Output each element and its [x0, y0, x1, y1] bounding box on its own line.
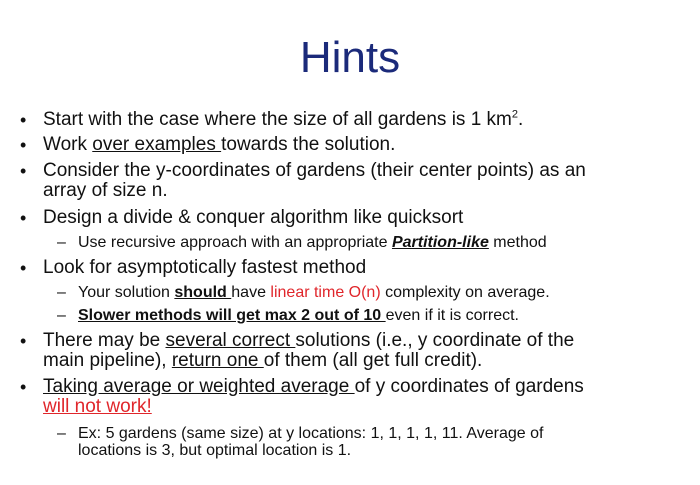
bullet-marker: •: [20, 258, 27, 278]
text-segment: Work: [43, 134, 93, 155]
emphasized-segment: should: [174, 284, 232, 301]
bullet-marker: •: [20, 135, 27, 155]
text-line: Ex: 5 gardens (same size) at y locations: 1, 1, 1, 1, 11. Average of: [78, 425, 544, 442]
text-segment: solutions (i.e., y coordinate of the: [295, 330, 575, 351]
text-segment: main pipeline),: [43, 350, 172, 371]
sub-bullet-recursive-approach: [78, 234, 678, 251]
bullet-design-divide-conquer: Design a divide & conquer algorithm like quicksort: [43, 207, 464, 228]
underlined-segment: over examples: [92, 134, 222, 155]
bullet-consider-y-coordinates: [43, 161, 683, 201]
text-segment: Your solution: [78, 284, 175, 301]
bullet-marker: •: [20, 208, 27, 228]
text-line: [43, 377, 683, 397]
text-segment: even if it is correct.: [385, 307, 519, 324]
text-segment: have: [231, 284, 271, 301]
sub-bullet-marker: –: [57, 284, 66, 301]
sub-bullet-slower-methods: [78, 307, 678, 324]
bullet-marker: •: [20, 377, 27, 397]
text-line: locations is 3, but optimal location is 1.: [78, 442, 352, 459]
underlined-segment: Taking average or weighted average: [43, 376, 355, 397]
bullet-taking-average: [43, 377, 683, 417]
text-segment: towards the solution.: [221, 134, 396, 155]
text-segment: There may be: [43, 330, 166, 351]
text-segment: method: [488, 234, 547, 251]
superscript-2: 2: [511, 108, 519, 121]
sub-bullet-marker: –: [57, 234, 66, 251]
text-line: [43, 397, 683, 417]
text-line: Consider the y-coordinates of gardens (their center points) as an: [43, 160, 586, 181]
slide-title: Hints: [299, 33, 401, 82]
sub-bullet-example: [78, 425, 678, 459]
bullet-text: Start with the case where the size of all gardens is 1 km: [43, 109, 512, 130]
bullet-tail: .: [518, 109, 524, 130]
bullet-marker: •: [20, 110, 27, 130]
text-line: [43, 331, 683, 351]
bullet-start-with-case: [43, 110, 683, 130]
bullet-several-correct: [43, 331, 683, 371]
bullet-marker: •: [20, 161, 27, 181]
text-segment: complexity on average.: [380, 284, 550, 301]
red-highlight: will not work!: [43, 396, 152, 417]
emphasized-segment: Slower methods will get max 2 out of 10: [78, 307, 386, 324]
text-segment: Use recursive approach with an appropriate: [78, 234, 392, 251]
text-segment: of y coordinates of gardens: [354, 376, 584, 397]
text-line: [43, 351, 683, 371]
sub-bullet-marker: –: [57, 425, 66, 442]
text-line: array of size n.: [43, 180, 168, 201]
emphasized-segment: Partition-like: [391, 234, 489, 251]
sub-bullet-linear-time: [78, 284, 678, 301]
bullet-work-examples: [43, 135, 683, 155]
red-highlight: linear time O(n): [270, 284, 381, 301]
bullet-marker: •: [20, 331, 27, 351]
underlined-segment: several correct: [165, 330, 296, 351]
bullet-asymptotically-fastest: Look for asymptotically fastest method: [43, 257, 367, 278]
text-segment: of them (all get full credit).: [263, 350, 483, 371]
sub-bullet-marker: –: [57, 307, 66, 324]
underlined-segment: return one: [171, 350, 264, 371]
